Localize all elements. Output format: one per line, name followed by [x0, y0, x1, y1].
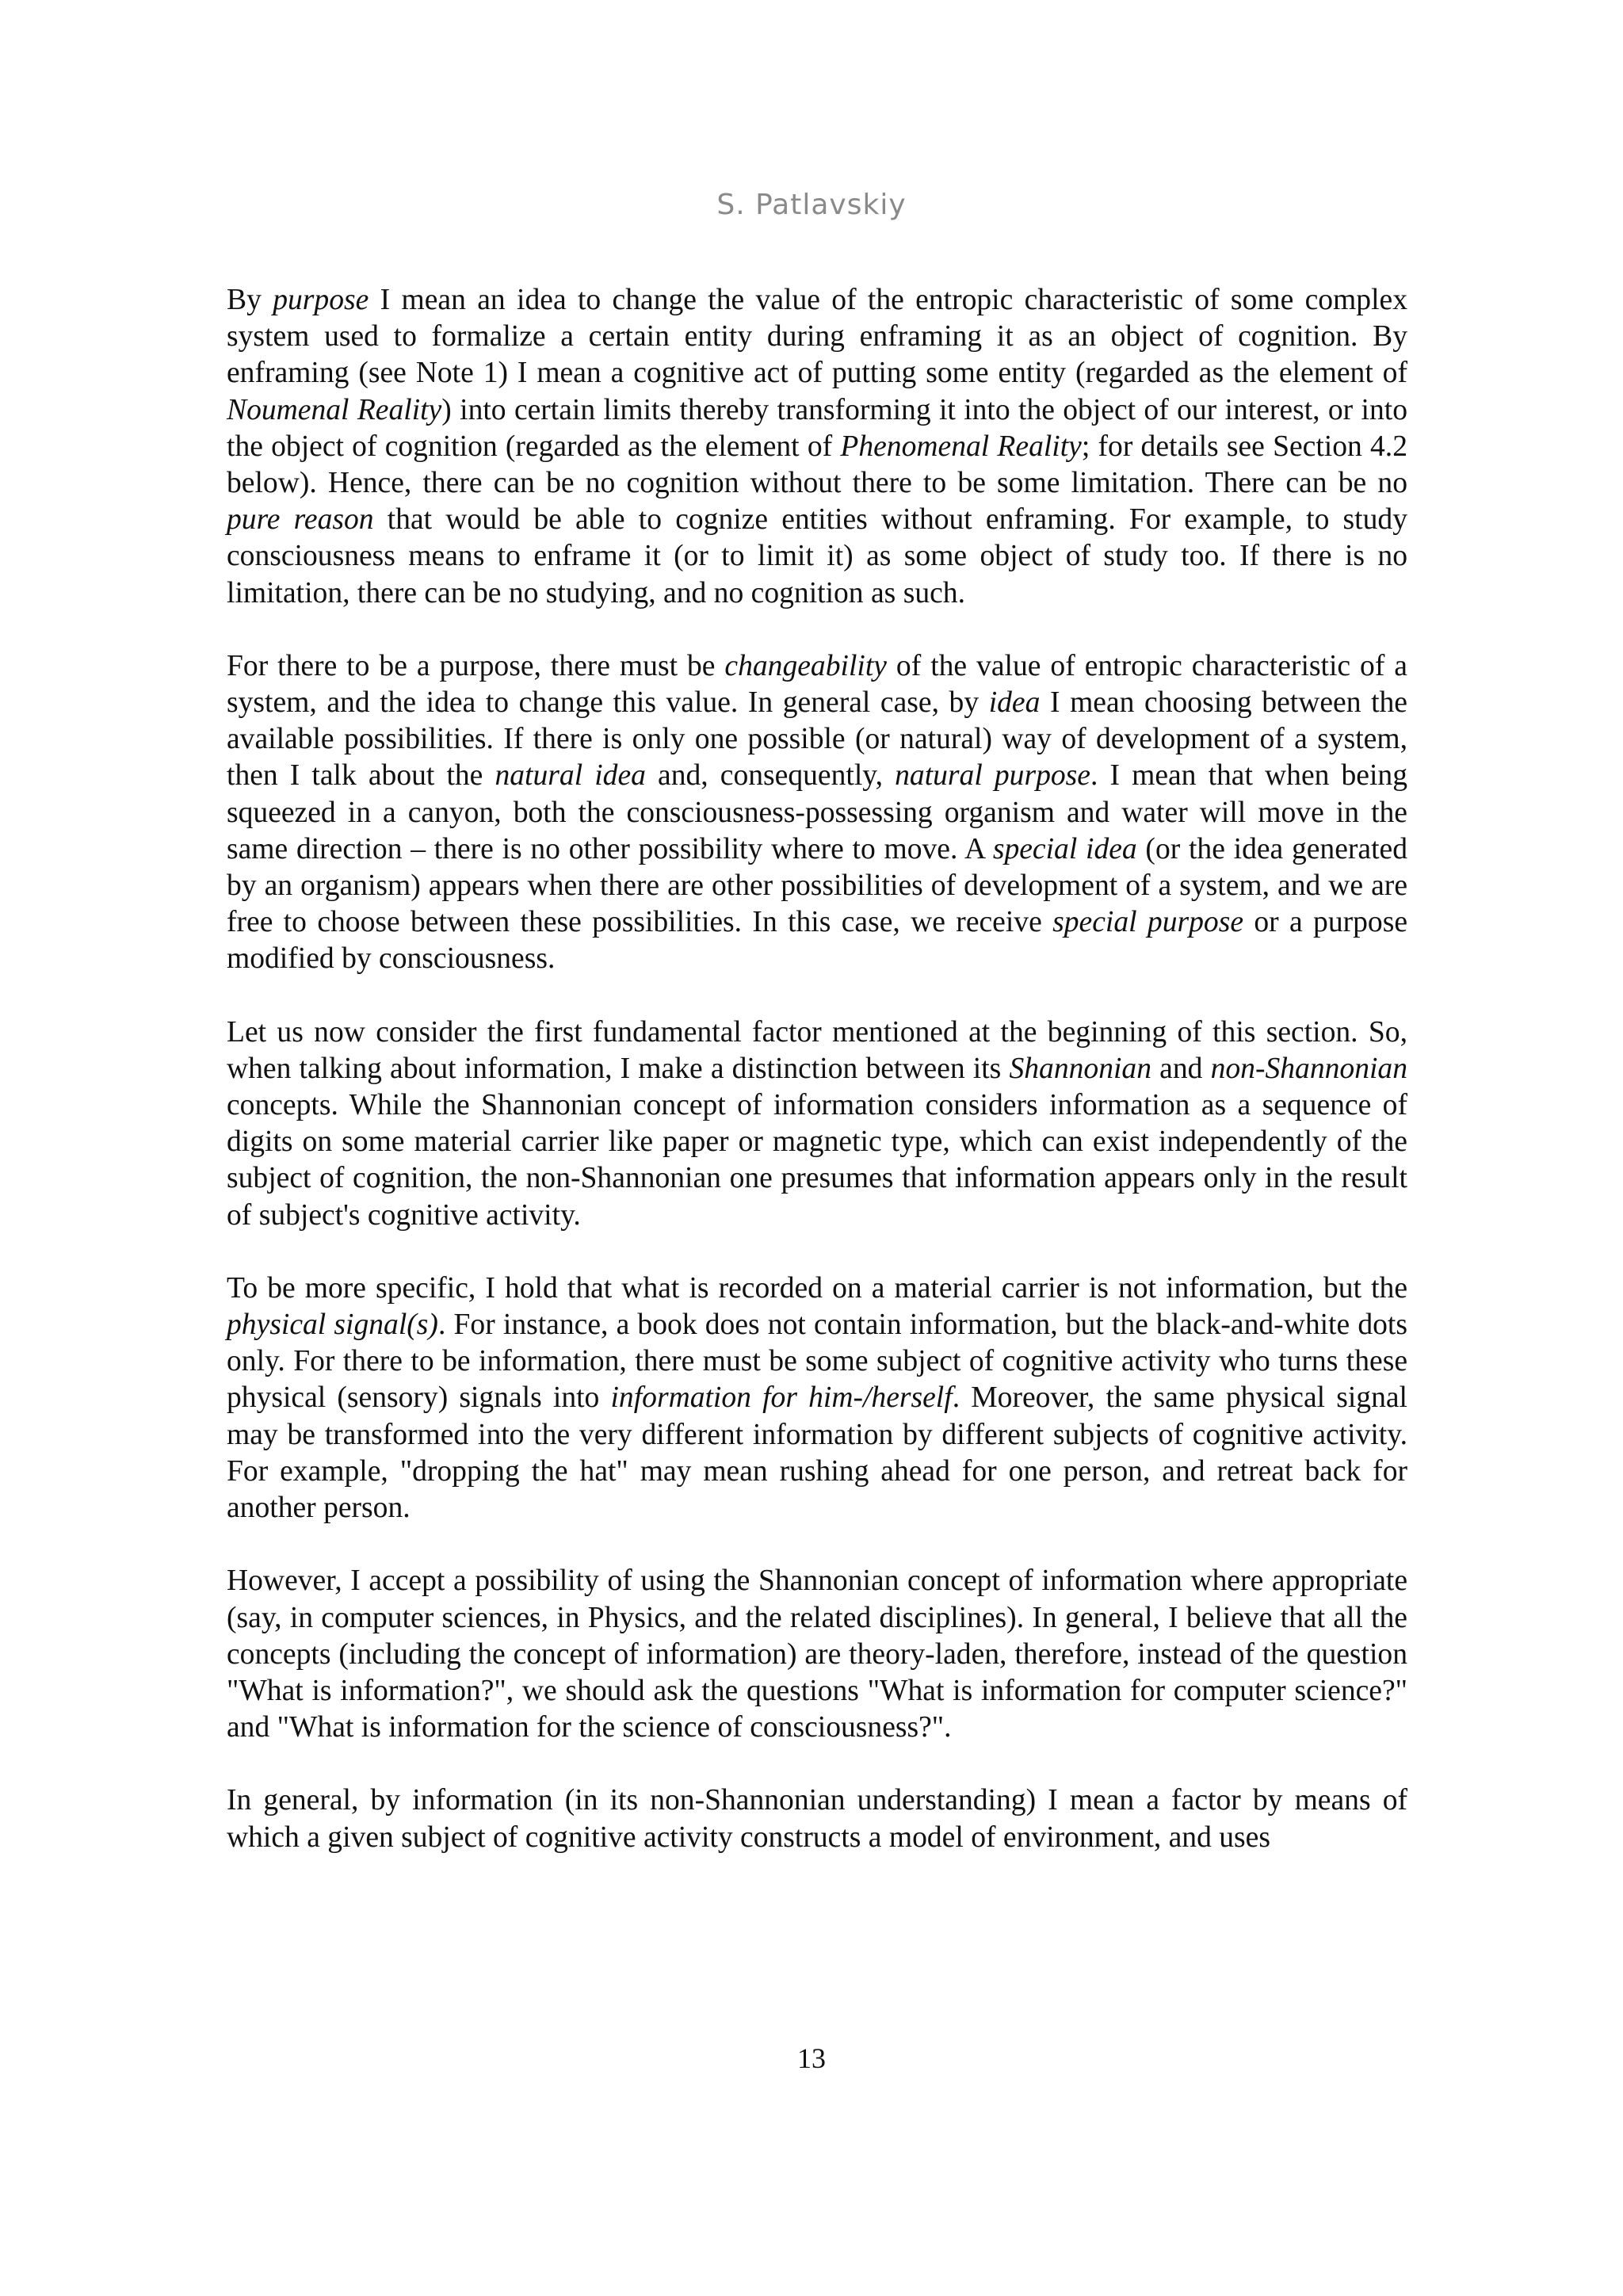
text-run: and, consequently,	[645, 759, 896, 793]
text-run: However, I accept a possibility of using the Shannonian concept of information where appropriate (say, in computer sciences, in Physics, and the related disciplines). In general, I believe that all the concepts (including the concept of information) are theory-laden, therefore, instead of the question "What is information?", we should ask the questions "What is information for computer science?" and "What is information for the science of consciousness?".	[227, 1564, 1407, 1744]
text-run: By	[227, 284, 273, 316]
italic-term: special idea	[992, 832, 1137, 865]
text-run: . I mean that when being squeezed in a canyon, both the consciousness-possessing organism and water will move in the same direction – there is no other possibility where to move. A	[227, 759, 1407, 865]
italic-term: purpose	[273, 284, 369, 316]
text-run: To be more specific, I hold that what is recorded on a material carrier is not information, but the	[227, 1271, 1407, 1305]
italic-term: Shannonian	[1009, 1052, 1152, 1085]
italic-term: non-Shannonian	[1210, 1052, 1408, 1085]
text-run: concepts. While the Shannonian concept of information considers information as a sequence of digits on some material carrier like paper or magnetic type, which can exist independently of the subject of cognition, the non-Shannonian one presumes that information appears only in the result of subject's cognitive activity.	[227, 1089, 1407, 1232]
page-number: 13	[797, 2042, 826, 2074]
italic-term: special purpose	[1052, 906, 1243, 939]
italic-term: changeability	[724, 649, 887, 682]
body-text	[227, 282, 1407, 1893]
paragraph	[227, 1014, 1407, 1234]
text-run: . Moreover, the same physical signal may be transformed into the very different information by different subjects of cognitive activity. For example, "dropping the hat" may mean rushing ahead for one person, and retreat back for another person.	[227, 1381, 1407, 1525]
text-run: ; for details see Section 4.2 below). Hence, there can be no cognition without there to be some limitation. There can be no	[227, 430, 1407, 500]
italic-term: natural purpose	[895, 759, 1090, 793]
text-run: I mean an idea to change the value of the entropic characteristic of some complex system used to formalize a certain entity during enframing it as an object of cognition. By enframing (see Note 1) I mean a cognitive act of putting some entity (regarded as the element of	[227, 284, 1407, 390]
text-run: For there to be a purpose, there must be	[227, 649, 725, 682]
text-run: ) into certain limits thereby transforming it into the object of our interest, or into the object of cognition (regarded as the element of	[227, 393, 1407, 463]
italic-term: Phenomenal Reality	[840, 430, 1082, 463]
italic-term: Noumenal Reality	[227, 393, 442, 426]
paragraph	[227, 1563, 1407, 1746]
text-run: . For instance, a book does not contain information, but the black-and-white dots only. For there to be information, there must be some subject of cognitive activity who turns these physical (sensory) signals into	[227, 1308, 1407, 1415]
text-run: of the value of entropic characteristic of a system, and the idea to change this value. In general case, by	[227, 649, 1407, 720]
text-run: Let us now consider the first fundamental factor mentioned at the beginning of this section. So, when talking about information, I make a distinction between its	[227, 1015, 1407, 1085]
text-run: that would be able to cognize entities without enframing. For example, to study consciousness means to enframe it (or to limit it) as some object of study too. If there is no limitation, there can be no studying, and no cognition as such.	[227, 503, 1407, 609]
paragraph	[227, 1782, 1407, 1855]
italic-term: natural idea	[495, 759, 646, 793]
paragraph	[227, 282, 1407, 612]
text-run: or a purpose modified by consciousness.	[227, 906, 1408, 976]
italic-term: idea	[988, 686, 1041, 720]
italic-term: information for him-/herself	[610, 1381, 953, 1415]
italic-term: physical signal(s)	[227, 1308, 438, 1342]
running-header-author: S. Patlavskiy	[716, 189, 907, 221]
paragraph	[227, 648, 1407, 978]
text-run: (or the idea generated by an organism) appears when there are other possibilities of development of a system, and we are free to choose between these possibilities. In this case, we receive	[227, 832, 1407, 939]
text-run: In general, by information (in its non-Shannonian understanding) I mean a factor by means of which a given subject of cognitive activity constructs a model of environment, and uses	[227, 1784, 1407, 1854]
text-run: I mean choosing between the available possibilities. If there is only one possible (or natural) way of development of a system, then I talk about the	[227, 686, 1407, 793]
text-run: and	[1151, 1052, 1211, 1085]
paragraph	[227, 1270, 1407, 1526]
italic-term: pure reason	[227, 503, 374, 537]
